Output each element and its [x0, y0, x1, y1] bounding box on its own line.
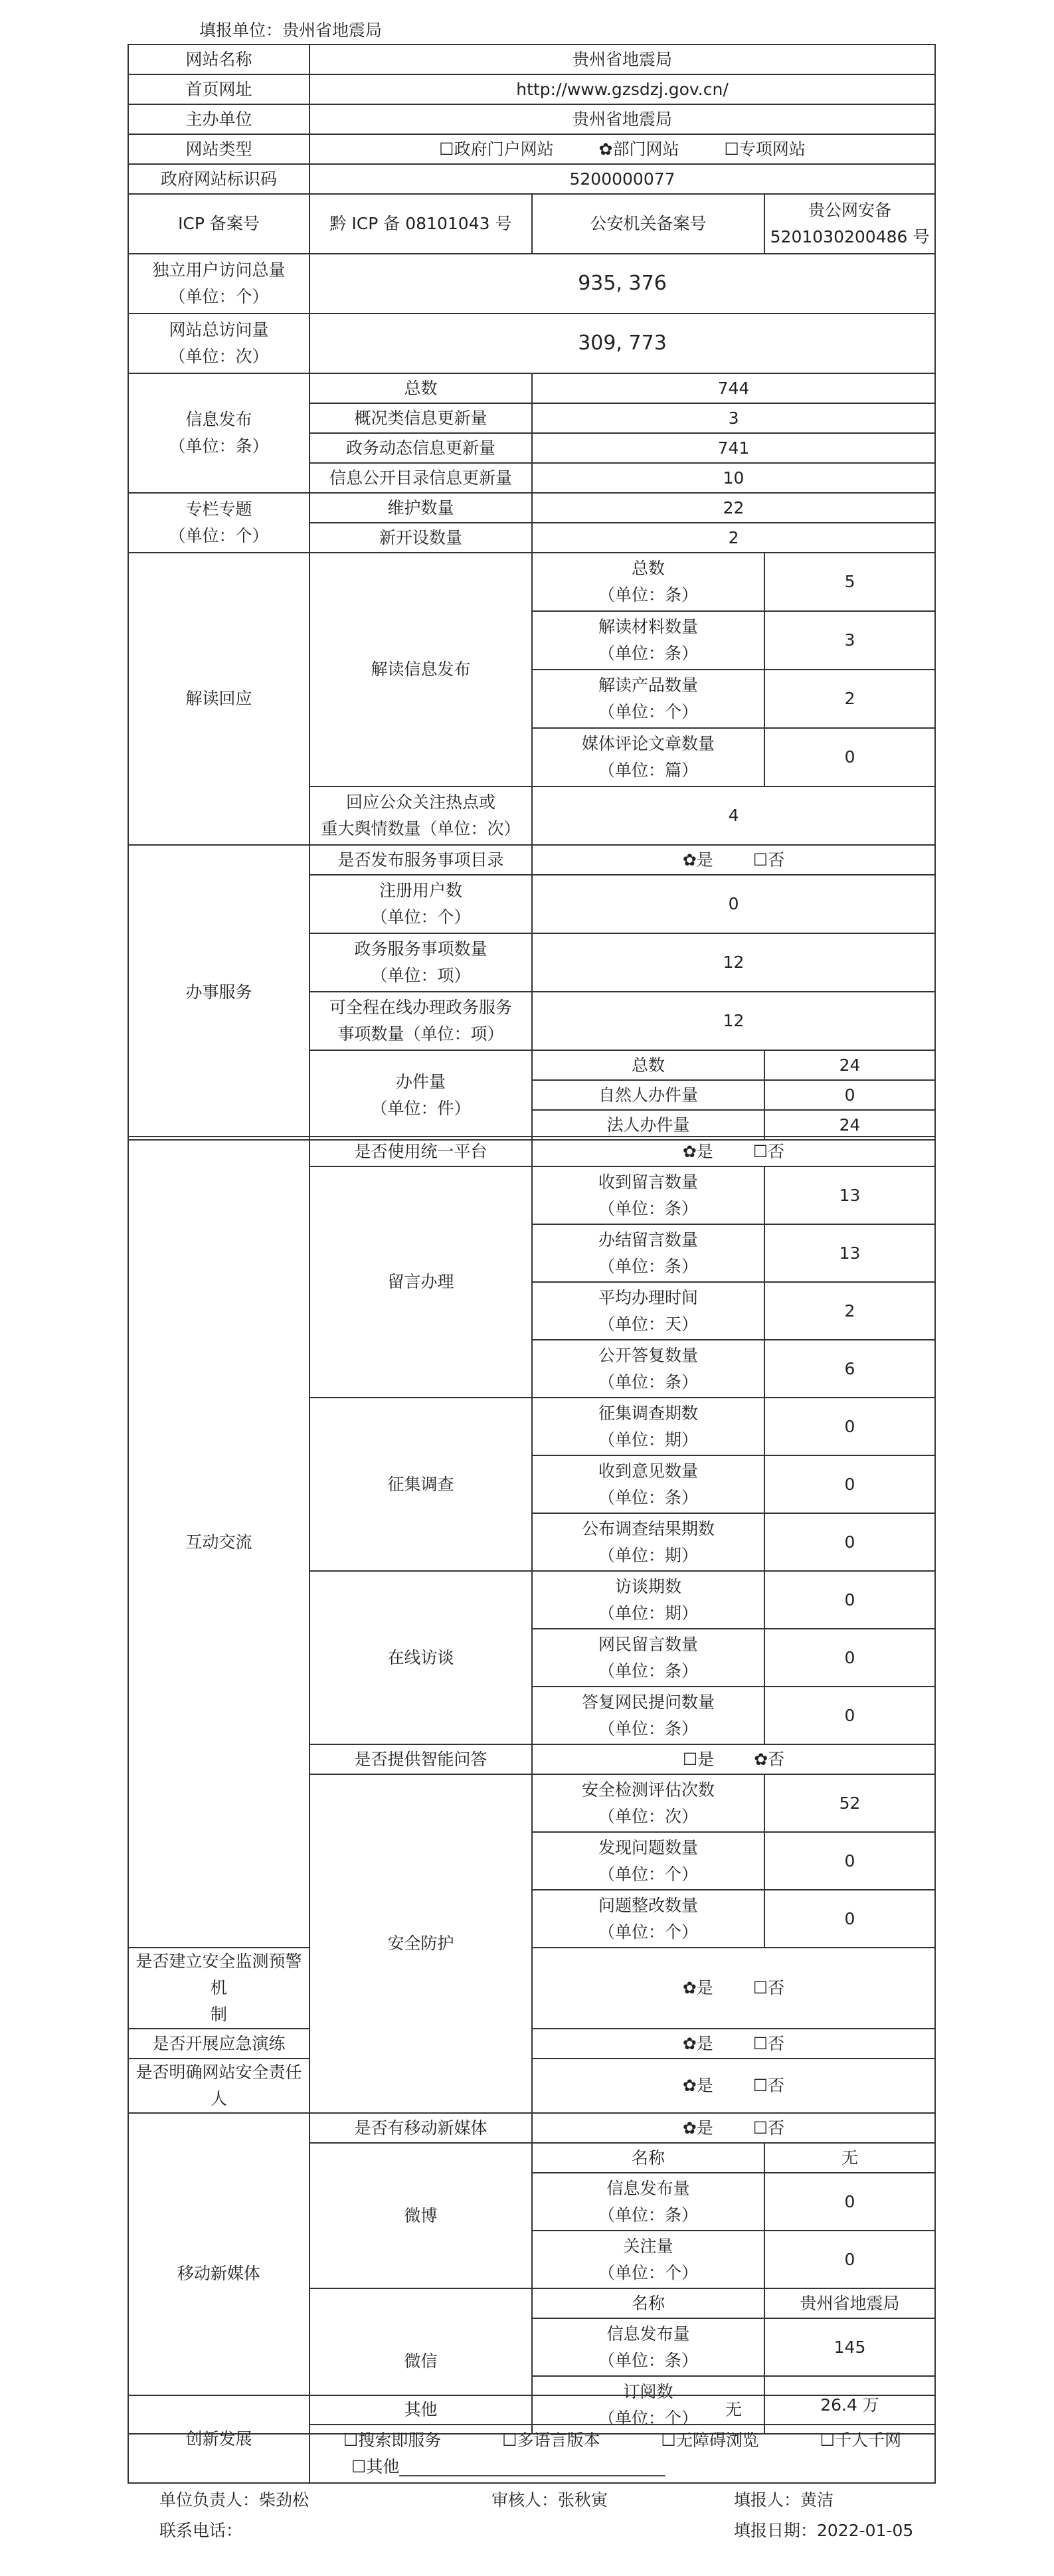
unique-visitors-label: 独立用户访问总量 （单位：个） [128, 254, 309, 314]
host-unit-label: 主办单位 [128, 104, 309, 134]
msg-recv-value: 13 [764, 1166, 935, 1224]
interview-answers-label: 答复网民提问数量 （单位：条） [532, 1687, 764, 1744]
weibo-label: 微博 [309, 2143, 532, 2288]
survey-opinions-value: 0 [764, 1455, 935, 1513]
info-overview-label: 概况类信息更新量 [309, 403, 532, 433]
column-label: 专栏专题 （单位：个） [128, 493, 309, 553]
site-type-label: 网站类型 [128, 134, 309, 164]
wechat-pub-label: 信息发布量 （单位：条） [532, 2318, 764, 2376]
online-interview-label: 在线访谈 [309, 1571, 532, 1744]
sec-resp-yes-checkbox[interactable]: ✿是 [682, 2076, 713, 2095]
police-record-value: 贵公网安备 5201030200486 号 [764, 194, 935, 254]
survey-opinions-label: 收到意见数量 （单位：条） [532, 1455, 764, 1513]
cases-person-label: 自然人办件量 [532, 1080, 764, 1110]
sec-warn-label: 是否建立安全监测预警机 制 [128, 1948, 309, 2029]
page-views-value: 309, 773 [309, 314, 935, 373]
interp-material-value: 3 [764, 611, 935, 670]
footer-reviewer: 审核人：张秋寅 [491, 2490, 608, 2510]
smart-qa-label: 是否提供智能问答 [309, 1744, 532, 1774]
accessibility-checkbox[interactable]: ☐无障碍浏览 [661, 2431, 759, 2450]
innovation-other-label: 其他 [309, 2395, 532, 2425]
interview-msgs-value: 0 [764, 1629, 935, 1687]
column-new-value: 2 [532, 523, 935, 553]
unified-platform-options [532, 1137, 935, 1166]
page-views-label: 网站总访问量 （单位：次） [128, 314, 309, 373]
sec-warn-yes-checkbox[interactable]: ✿是 [682, 1978, 713, 1997]
multi-language-checkbox[interactable]: ☐多语言版本 [502, 2431, 600, 2450]
basic-info-table [128, 44, 936, 1141]
service-dir-yes-checkbox[interactable]: ✿是 [682, 850, 713, 870]
filler-unit: 填报单位：贵州省地震局 [199, 21, 383, 40]
cases-legal-label: 法人办件量 [532, 1110, 764, 1140]
wechat-name-label: 名称 [532, 2288, 764, 2318]
msg-done-label: 办结留言数量 （单位：条） [532, 1224, 764, 1282]
column-maint-label: 维护数量 [309, 493, 532, 523]
site-type-dept-checkbox[interactable]: ✿部门网站 [598, 139, 679, 159]
interview-periods-label: 访谈期数 （单位：期） [532, 1571, 764, 1629]
info-news-label: 政务动态信息更新量 [309, 433, 532, 463]
cases-total-value: 24 [764, 1050, 935, 1080]
interview-periods-value: 0 [764, 1571, 935, 1629]
cases-person-value: 0 [764, 1080, 935, 1110]
info-total-label: 总数 [309, 373, 532, 403]
sec-eval-label: 安全检测评估次数 （单位：次） [532, 1774, 764, 1832]
column-maint-value: 22 [532, 493, 935, 523]
service-cases-label: 办件量 （单位：件） [309, 1050, 532, 1140]
home-url-value: http://www.gzsdzj.gov.cn/ [309, 74, 935, 104]
interview-answers-value: 0 [764, 1687, 935, 1744]
info-publish-label: 信息发布 （单位：条） [128, 373, 309, 493]
sec-eval-value: 52 [764, 1774, 935, 1832]
mobile-has-label: 是否有移动新媒体 [309, 2113, 532, 2143]
interaction-table [128, 1136, 936, 2435]
msg-pub-value: 6 [764, 1340, 935, 1398]
interp-label: 解读回应 [128, 553, 309, 845]
site-id-label: 政府网站标识码 [128, 164, 309, 194]
weibo-name-value: 无 [764, 2143, 935, 2173]
unified-yes-checkbox[interactable]: ✿是 [682, 1141, 713, 1161]
sec-drill-yes-checkbox[interactable]: ✿是 [682, 2033, 713, 2053]
mobile-no-checkbox[interactable]: ☐否 [752, 2118, 785, 2138]
interact-label: 互动交流 [128, 1137, 309, 1948]
info-catalog-value: 10 [532, 463, 935, 493]
search-service-checkbox[interactable]: ☐搜索即服务 [343, 2431, 442, 2450]
cases-legal-value: 24 [764, 1110, 935, 1140]
unified-platform-label: 是否使用统一平台 [309, 1137, 532, 1166]
innovation-other-value: 无 [532, 2395, 935, 2425]
msg-recv-label: 收到留言数量 （单位：条） [532, 1166, 764, 1224]
service-items-value: 12 [532, 933, 935, 992]
personalized-checkbox[interactable]: ☐千人千网 [820, 2431, 902, 2450]
icp-label: ICP 备案号 [128, 194, 309, 254]
innovation-options [309, 2425, 935, 2483]
msg-avg-value: 2 [764, 1282, 935, 1340]
icp-value: 黔 ICP 备 08101043 号 [309, 194, 532, 254]
weibo-pub-value: 0 [764, 2173, 935, 2231]
mobile-has-options [532, 2113, 935, 2143]
sec-resp-label: 是否明确网站安全责任人 [128, 2059, 309, 2113]
interp-product-label: 解读产品数量 （单位：个） [532, 670, 764, 728]
unified-no-checkbox[interactable]: ☐否 [752, 1141, 785, 1161]
survey-results-label: 公布调查结果期数 （单位：期） [532, 1513, 764, 1571]
interp-response-label: 回应公众关注热点或 重大舆情数量（单位：次） [309, 786, 532, 845]
smart-qa-no-checkbox[interactable]: ✿否 [754, 1749, 785, 1769]
sec-drill-label: 是否开展应急演练 [128, 2029, 309, 2059]
innovation-other-checkbox[interactable]: ☐其他________________________________ [351, 2457, 665, 2476]
interp-total-label: 总数 （单位：条） [532, 553, 764, 611]
wechat-subs-label: 订阅数 （单位：个） [532, 2376, 764, 2434]
weibo-fans-label: 关注量 （单位：个） [532, 2231, 764, 2288]
interp-product-value: 2 [764, 670, 935, 728]
sec-resp-no-checkbox[interactable]: ☐否 [752, 2076, 785, 2095]
wechat-subs-value: 26.4 万 [764, 2376, 935, 2434]
footer-leader: 单位负责人：柴劲松 [159, 2490, 309, 2510]
column-new-label: 新开设数量 [309, 523, 532, 553]
interp-media-value: 0 [764, 728, 935, 786]
wechat-name-value: 贵州省地震局 [764, 2288, 935, 2318]
innovation-table [128, 2395, 936, 2484]
mobile-yes-checkbox[interactable]: ✿是 [682, 2118, 713, 2138]
info-catalog-label: 信息公开目录信息更新量 [309, 463, 532, 493]
interp-material-label: 解读材料数量 （单位：条） [532, 611, 764, 670]
service-users-label: 注册用户数 （单位：个） [309, 875, 532, 933]
sec-resp-options [532, 2059, 935, 2113]
service-online-label: 可全程在线办理政务服务 事项数量（单位：项） [309, 992, 532, 1050]
smart-qa-yes-checkbox[interactable]: ☐是 [682, 1749, 715, 1769]
survey-periods-value: 0 [764, 1398, 935, 1455]
weibo-pub-label: 信息发布量 （单位：条） [532, 2173, 764, 2231]
message-handling-label: 留言办理 [309, 1166, 532, 1398]
footer-date: 填报日期：2022-01-05 [734, 2521, 914, 2540]
weibo-name-label: 名称 [532, 2143, 764, 2173]
survey-label: 征集调查 [309, 1398, 532, 1571]
msg-avg-label: 平均办理时间 （单位：天） [532, 1282, 764, 1340]
site-id-value: 5200000077 [309, 164, 935, 194]
host-unit-value: 贵州省地震局 [309, 104, 935, 134]
security-label: 安全防护 [309, 1774, 532, 2113]
service-online-value: 12 [532, 992, 935, 1050]
site-name-value: 贵州省地震局 [309, 45, 935, 74]
sec-fixed-label: 问题整改数量 （单位：个） [532, 1890, 764, 1948]
innovation-label: 创新发展 [128, 2395, 309, 2483]
smart-qa-options [532, 1744, 935, 1774]
site-type-options [309, 134, 935, 164]
interp-response-value: 4 [532, 786, 935, 845]
sec-drill-no-checkbox[interactable]: ☐否 [752, 2033, 785, 2053]
cases-total-label: 总数 [532, 1050, 764, 1080]
service-label: 办事服务 [128, 845, 309, 1140]
service-users-value: 0 [532, 875, 935, 933]
interview-msgs-label: 网民留言数量 （单位：条） [532, 1629, 764, 1687]
sec-warn-no-checkbox[interactable]: ☐否 [752, 1978, 785, 1997]
service-dir-no-checkbox[interactable]: ☐否 [752, 850, 785, 870]
service-dir-label: 是否发布服务事项目录 [309, 845, 532, 875]
footer-filler: 填报人：黄洁 [734, 2490, 834, 2510]
sec-drill-options [532, 2029, 935, 2059]
footer-phone: 联系电话： [159, 2521, 243, 2540]
service-dir-options [532, 845, 935, 875]
wechat-pub-value: 145 [764, 2318, 935, 2376]
info-news-value: 741 [532, 433, 935, 463]
site-name-label: 网站名称 [128, 45, 309, 74]
msg-done-value: 13 [764, 1224, 935, 1282]
service-items-label: 政务服务事项数量 （单位：项） [309, 933, 532, 992]
sec-warn-options [532, 1948, 935, 2029]
unique-visitors-value: 935, 376 [309, 254, 935, 314]
home-url-label: 首页网址 [128, 74, 309, 104]
survey-results-value: 0 [764, 1513, 935, 1571]
info-overview-value: 3 [532, 403, 935, 433]
interp-media-label: 媒体评论文章数量 （单位：篇） [532, 728, 764, 786]
wechat-label: 微信 [309, 2288, 532, 2434]
info-total-value: 744 [532, 373, 935, 403]
interp-total-value: 5 [764, 553, 935, 611]
msg-pub-label: 公开答复数量 （单位：条） [532, 1340, 764, 1398]
police-record-label: 公安机关备案号 [532, 194, 764, 254]
sec-found-value: 0 [764, 1832, 935, 1890]
survey-periods-label: 征集调查期数 （单位：期） [532, 1398, 764, 1455]
sec-fixed-value: 0 [764, 1890, 935, 1948]
weibo-fans-value: 0 [764, 2231, 935, 2288]
interp-publish-label: 解读信息发布 [309, 553, 532, 786]
mobile-label: 移动新媒体 [128, 2113, 309, 2434]
site-type-special-checkbox[interactable]: ☐专项网站 [724, 139, 806, 159]
site-type-portal-checkbox[interactable]: ☐政府门户网站 [439, 139, 554, 159]
sec-found-label: 发现问题数量 （单位：个） [532, 1832, 764, 1890]
